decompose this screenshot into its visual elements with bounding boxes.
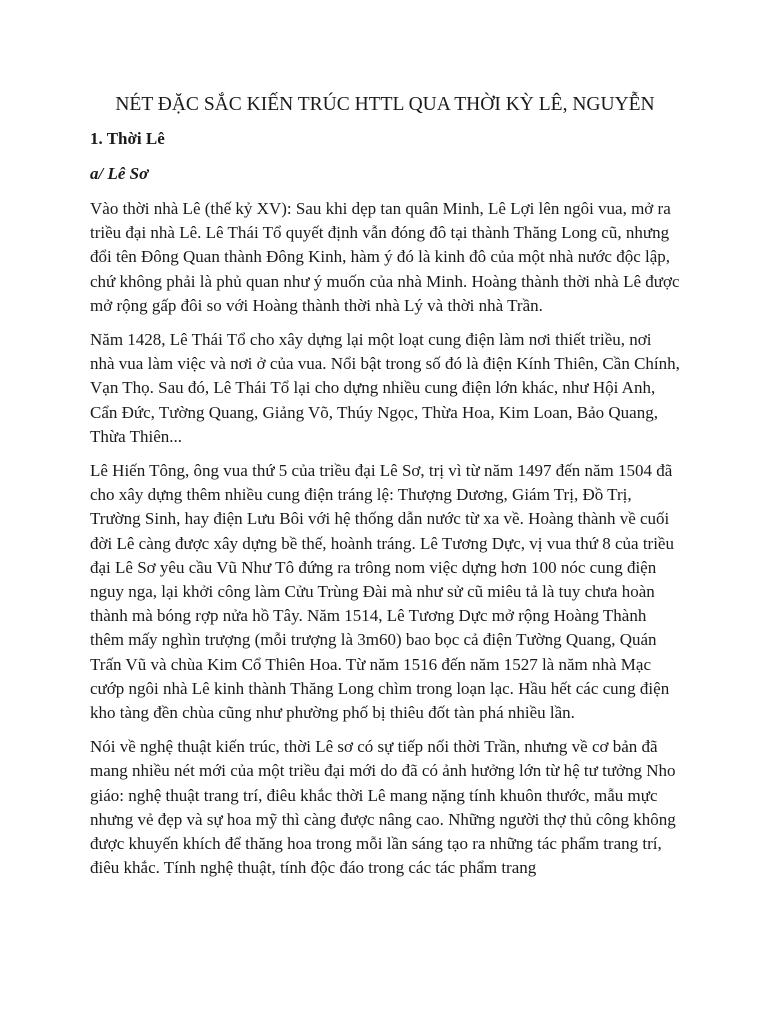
document-title: NÉT ĐẶC SẮC KIẾN TRÚC HTTL QUA THỜI KỲ LÊ, NGUYỄN [115,94,655,115]
paragraph: Năm 1428, Lê Thái Tổ cho xây dựng lại một loạt cung điện làm nơi thiết triều, nơi nhà vua làm việc và nơi ở của vua. Nổi bật trong số đó là điện Kính Thiên, Cần Chính, Vạn Thọ. Sau đó, Lê Thái Tổ lại cho dựng nhiều cung điện lớn khác, như Hội Anh, Cẩn Đức, Tường Quang, Giảng Võ, Thúy Ngọc, Thừa Hoa, Kim Loan, Bảo Quang, Thừa Thiên... [90,330,680,446]
document-page [90,92,680,890]
paragraph: Lê Hiến Tông, ông vua thứ 5 của triều đại Lê Sơ, trị vì từ năm 1497 đến năm 1504 đã cho xây dựng thêm nhiều cung điện tráng lệ: Thượng Dương, Giám Trị, Đồ Trị, Trường Sinh, hay điện Lưu Bôi với hệ thống dẫn nước từ xa về. Hoàng thành về cuối đời Lê càng được xây dựng bề thế, hoành tráng. Lê Tương Dực, vị vua thứ 8 của triều đại Lê Sơ yêu cầu Vũ Như Tô đứng ra trông nom việc dựng hơn 100 nóc cung điện nguy nga, lại khởi công làm Cửu Trùng Đài mà như sử cũ miêu tả là tuy chưa hoàn thành mà bóng rợp nửa hồ Tây. Năm 1514, Lê Tương Dực mở rộng Hoàng Thành thêm mấy nghìn trượng (mỗi trượng là 3m60) bao bọc cả điện Tường Quang, Quán Trấn Vũ và chùa Kim Cổ Thiên Hoa. Từ năm 1516 đến năm 1527 là năm nhà Mạc cướp ngôi nhà Lê kinh thành Thăng Long chìm trong loạn lạc. Hầu hết các cung điện kho tàng đền chùa cũng như phường phố bị thiêu đốt tàn phá nhiều lần. [90,461,674,723]
section-heading: 1. Thời Lê [90,129,165,148]
paragraph: Vào thời nhà Lê (thế kỷ XV): Sau khi dẹp tan quân Minh, Lê Lợi lên ngôi vua, mở ra triều đại nhà Lê. Lê Thái Tổ quyết định vẫn đóng đô tại thành Thăng Long cũ, nhưng đổi tên Đông Quan thành Đông Kinh, hàm ý đó là kinh đô của một nhà nước độc lập, chứ không phải là phủ quan như ý muốn của nhà Minh. Hoàng thành thời nhà Lê được mở rộng gấp đôi so với Hoàng thành thời nhà Lý và thời nhà Trần. [90,199,680,315]
sub-heading: a/ Lê Sơ [90,164,149,183]
paragraph: Nói về nghệ thuật kiến trúc, thời Lê sơ có sự tiếp nối thời Trần, nhưng về cơ bản đã mang nhiều nét mới của một triều đại mới do đã có ảnh hưởng lớn từ hệ tư tưởng Nho giáo: nghệ thuật trang trí, điêu khắc thời Lê mang nặng tính khuôn thước, mẫu mực nhưng vẻ đẹp và sự hoa mỹ thì càng được nâng cao. Những người thợ thủ công không được khuyến khích để thăng hoa trong mỗi lần sáng tạo ra những tác phẩm trang trí, điêu khắc. Tính nghệ thuật, tính độc đáo trong các tác phẩm trang [90,737,676,878]
